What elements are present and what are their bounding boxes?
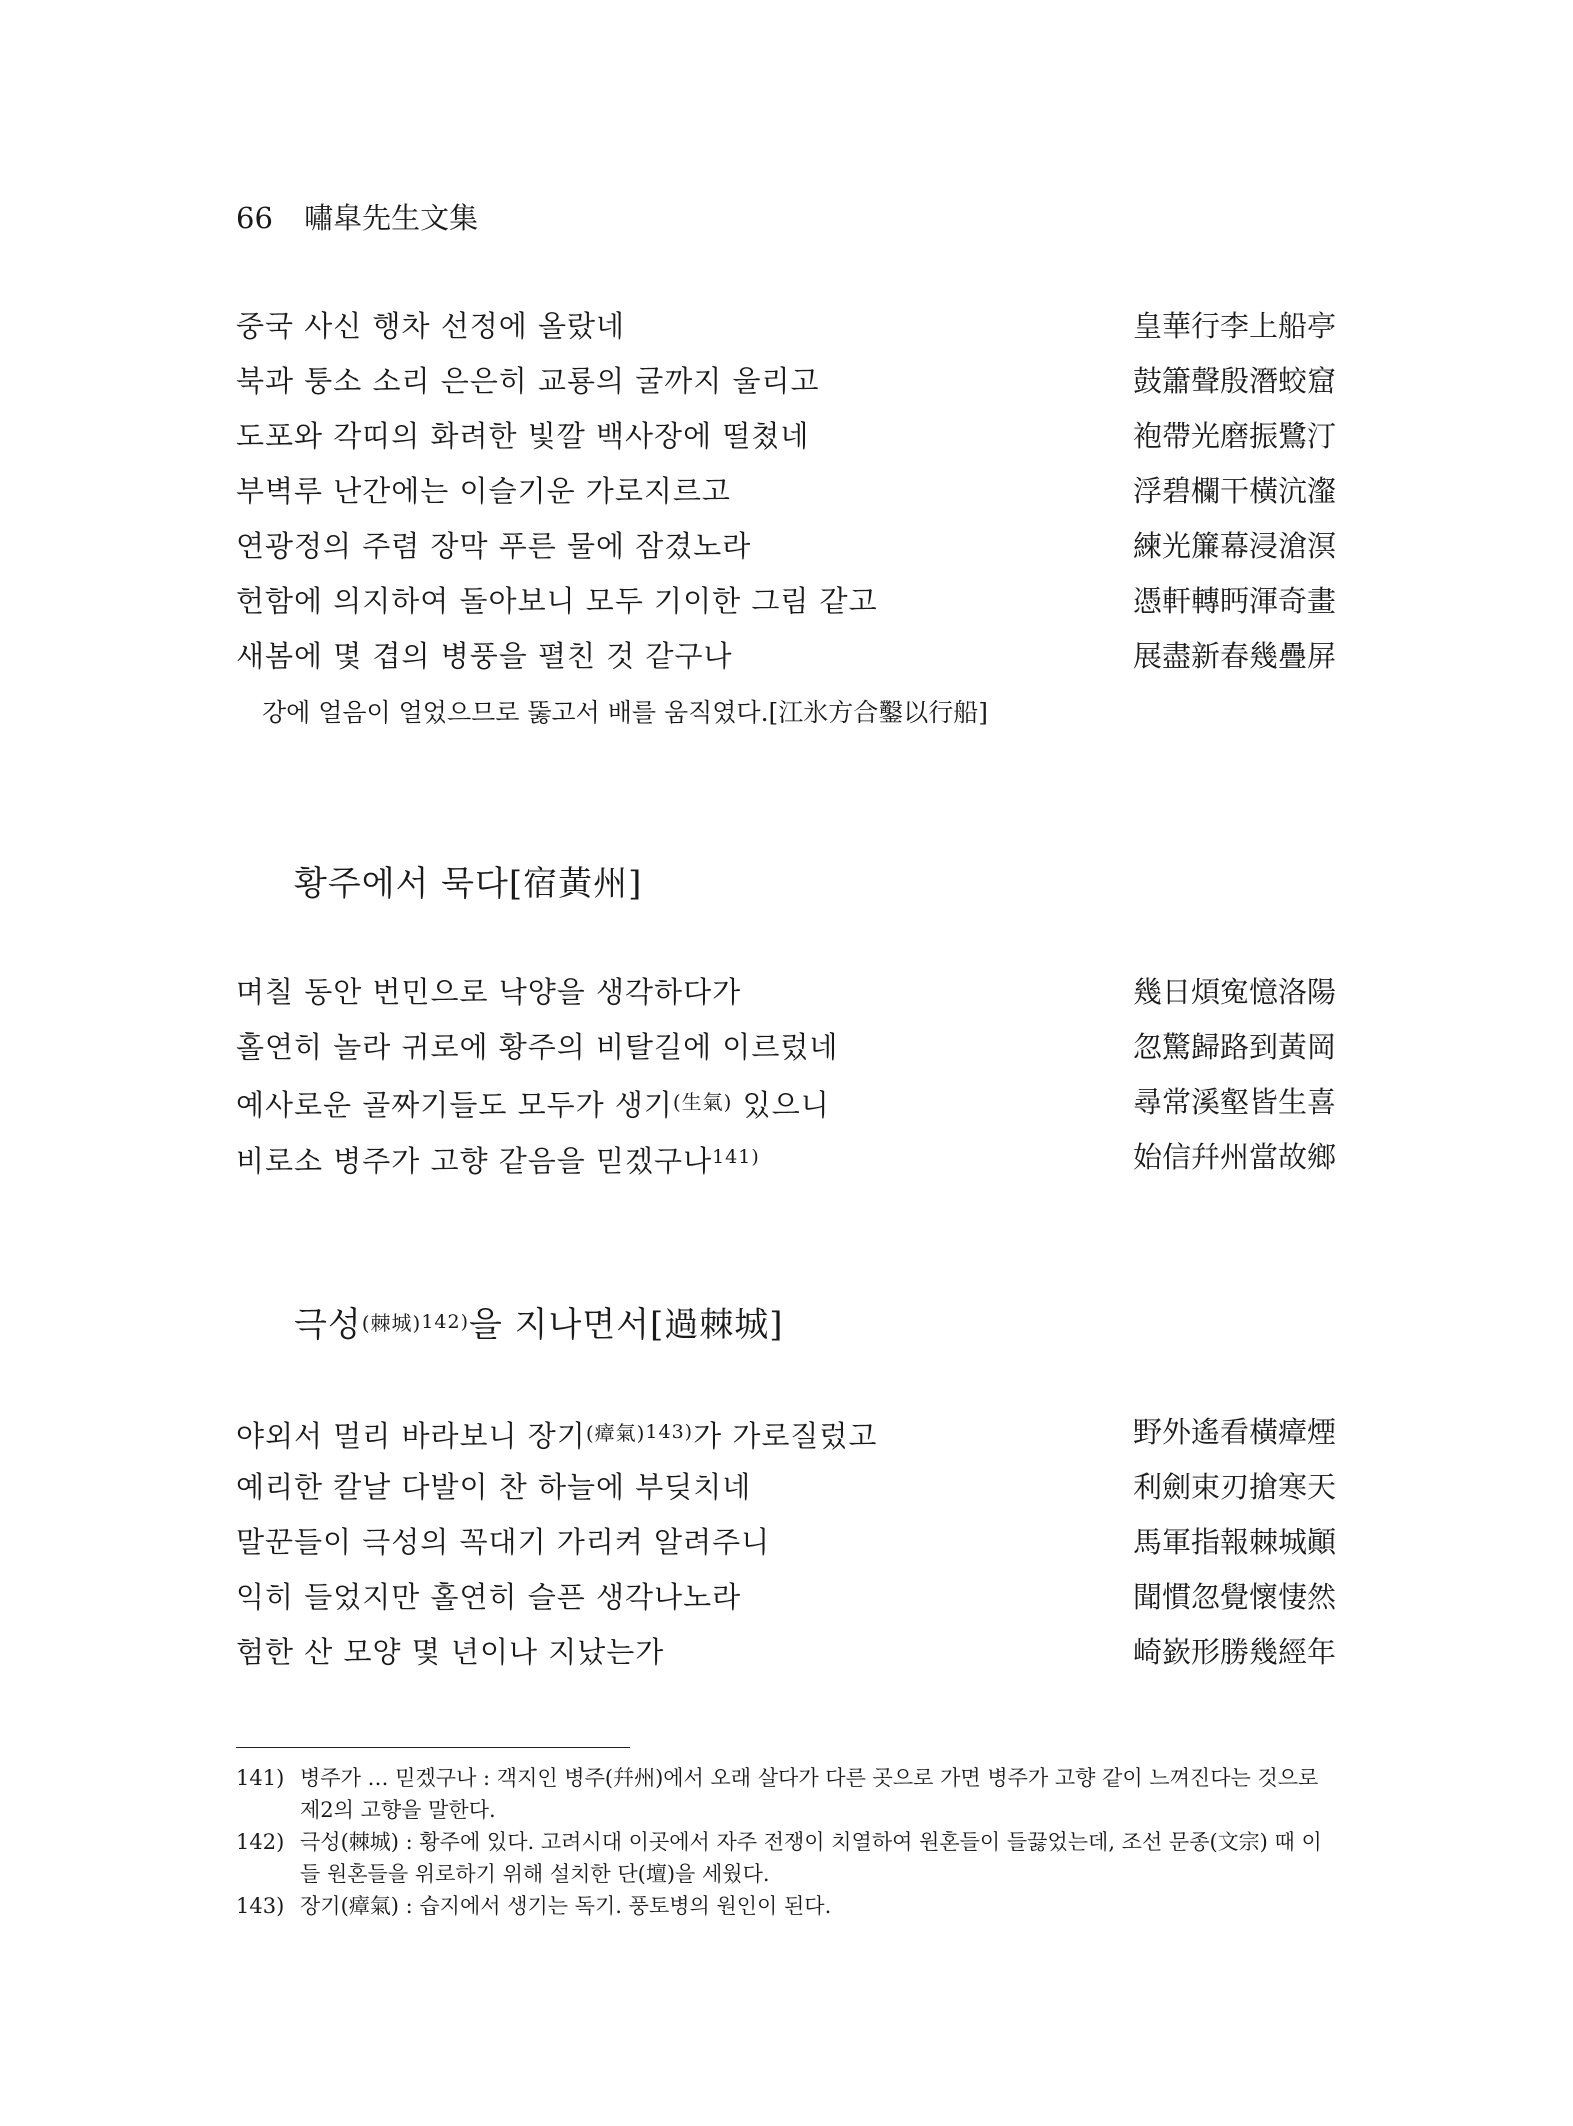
poem-line-hanja: 浮碧欄干橫沆瀣 xyxy=(1132,474,1336,508)
footnote-143 xyxy=(236,1890,1336,1922)
footnote-ref[interactable]: 142) xyxy=(421,1311,469,1333)
footnote-text: 장기(瘴氣) : 습지에서 생기는 독기. 풍토병의 원인이 된다. xyxy=(300,1894,832,1918)
poem-line xyxy=(236,1027,1336,1082)
poem-line-hanja: 幾日煩寃憶洛陽 xyxy=(1132,975,1336,1009)
poem-line xyxy=(236,526,1336,581)
poem-line-korean: 홀연히 놀라 귀로에 황주의 비탈길에 이르렀네 xyxy=(236,1030,839,1064)
poem-line-korean: 도포와 각띠의 화려한 빛깔 백사장에 떨쳤네 xyxy=(236,419,810,453)
page-number: 66 xyxy=(236,201,273,235)
text-fragment: 야외서 멀리 바라보니 장기 xyxy=(236,1419,586,1453)
footnote-text: 병주가 … 믿겠구나 : 객지인 병주(幷州)에서 오래 살다가 다른 곳으로 가면 병주가 고향 같이 느껴진다는 것으로 제2의 고향을 말한다. xyxy=(300,1766,1319,1822)
footnote-ref[interactable]: 141) xyxy=(712,1146,760,1168)
poem-line xyxy=(236,306,1336,361)
poem-line-hanja: 聞慣忽覺懷悽然 xyxy=(1132,1580,1336,1614)
poem-line xyxy=(236,1412,1336,1467)
poem-line xyxy=(236,1632,1336,1687)
poem-line-hanja: 忽驚歸路到黃岡 xyxy=(1132,1030,1336,1064)
poem-hwangju xyxy=(236,972,1336,1192)
text-fragment: 비로소 병주가 고향 같음을 믿겠구나 xyxy=(236,1144,713,1178)
poem-line-korean: 새봄에 몇 겹의 병풍을 펼친 것 같구나 xyxy=(236,639,733,673)
footnote-number: 142) xyxy=(236,1830,285,1854)
poem-line xyxy=(236,972,1336,1027)
poem-line-korean: 헌함에 의지하여 돌아보니 모두 기이한 그림 같고 xyxy=(236,584,878,618)
poem-line-hanja: 馬軍指報棘城顚 xyxy=(1132,1525,1336,1559)
poem-line-korean: 북과 퉁소 소리 은은히 교룡의 굴까지 울리고 xyxy=(236,364,820,398)
poem-line-korean: 부벽루 난간에는 이슬기운 가로지르고 xyxy=(236,474,731,508)
section-title-hanja: [宿黃州] xyxy=(508,864,643,904)
poem-line-korean xyxy=(236,1412,877,1456)
section-title-hwangju xyxy=(294,856,642,905)
section-title-korean: 을 지나면서 xyxy=(469,1305,651,1345)
poem-line-hanja: 始信幷州當故鄉 xyxy=(1132,1140,1336,1174)
footnotes xyxy=(236,1762,1336,1922)
gloss-hanja: (棘城) xyxy=(361,1311,422,1335)
running-header xyxy=(236,196,478,237)
poem-line-korean xyxy=(236,1137,760,1181)
footnote-divider xyxy=(236,1747,630,1748)
text-fragment: 가 가로질렀고 xyxy=(693,1419,878,1453)
poem-line-hanja: 練光簾幕浸滄溟 xyxy=(1132,529,1336,563)
poem-line xyxy=(236,1577,1336,1632)
poem-line-hanja: 野外遙看橫瘴煙 xyxy=(1132,1415,1336,1449)
poem-line-korean: 말꾼들이 극성의 꼭대기 가리켜 알려주니 xyxy=(236,1525,771,1559)
poem-line-hanja: 鼓簫聲殷潛蛟窟 xyxy=(1132,364,1336,398)
footnote-141 xyxy=(236,1762,1336,1826)
poem-line xyxy=(236,1137,1336,1192)
footnote-ref[interactable]: 143) xyxy=(645,1421,694,1443)
poem-line-hanja: 利劍束刃搶寒天 xyxy=(1132,1470,1336,1504)
footnote-142 xyxy=(236,1826,1336,1890)
poem-line xyxy=(236,1522,1336,1577)
poem-line-korean: 며칠 동안 번민으로 낙양을 생각하다가 xyxy=(236,975,742,1009)
poem-line-korean: 험한 산 모양 몇 년이나 지났는가 xyxy=(236,1635,665,1669)
poem-line-korean xyxy=(236,1082,830,1125)
poem-continued xyxy=(236,306,1336,733)
section-title-hanja: [過棘城] xyxy=(650,1305,784,1345)
footnote-text: 극성(棘城) : 황주에 있다. 고려시대 이곳에서 자주 전쟁이 치열하여 원혼들이 들끓었는데, 조선 문종(文宗) 때 이들 원혼들을 위로하기 위해 설치한 단(壇)을 세웠다. xyxy=(300,1830,1322,1886)
footnote-number: 143) xyxy=(236,1894,285,1918)
gloss-hanja: (生氣) xyxy=(672,1090,733,1114)
poem-line-korean: 연광정의 주렴 장막 푸른 물에 잠겼노라 xyxy=(236,529,752,563)
poem-geukseong xyxy=(236,1412,1336,1687)
book-title: 嘯皐先生文集 xyxy=(304,201,479,235)
poem-line xyxy=(236,1467,1336,1522)
poem-line xyxy=(236,361,1336,416)
poem-line-hanja: 崎嶔形勝幾經年 xyxy=(1132,1635,1336,1669)
poem-line-hanja: 袍帶光磨振鷺汀 xyxy=(1132,419,1336,453)
poem-note: 강에 얼음이 얼었으므로 뚫고서 배를 움직였다.[江氷方合鑿以行船] xyxy=(262,698,989,727)
poem-line-korean: 익히 들었지만 홀연히 슬픈 생각나노라 xyxy=(236,1580,742,1614)
text-fragment: 예사로운 골짜기들도 모두가 생기 xyxy=(236,1088,673,1122)
poem-line xyxy=(236,1082,1336,1137)
poem-line-korean: 예리한 칼날 다발이 찬 하늘에 부딪치네 xyxy=(236,1470,752,1504)
section-title-korean: 극성 xyxy=(294,1305,362,1345)
poem-line-hanja: 憑軒轉眄渾奇畫 xyxy=(1132,584,1336,618)
poem-line xyxy=(236,636,1336,691)
poem-line-hanja: 皇華行李上船亭 xyxy=(1132,309,1336,343)
poem-line xyxy=(236,471,1336,526)
poem-line-hanja: 尋常溪壑皆生喜 xyxy=(1132,1085,1336,1119)
poem-line-korean: 중국 사신 행차 선정에 올랐네 xyxy=(236,309,626,343)
section-title-korean: 황주에서 묵다 xyxy=(294,864,509,904)
poem-line xyxy=(236,581,1336,636)
poem-line-hanja: 展盡新春幾疊屏 xyxy=(1132,639,1336,673)
poem-line xyxy=(236,416,1336,471)
footnote-number: 141) xyxy=(236,1766,285,1790)
section-title-geukseong xyxy=(294,1297,784,1346)
text-fragment: 있으니 xyxy=(732,1088,830,1122)
gloss-hanja: (瘴氣) xyxy=(585,1421,646,1445)
